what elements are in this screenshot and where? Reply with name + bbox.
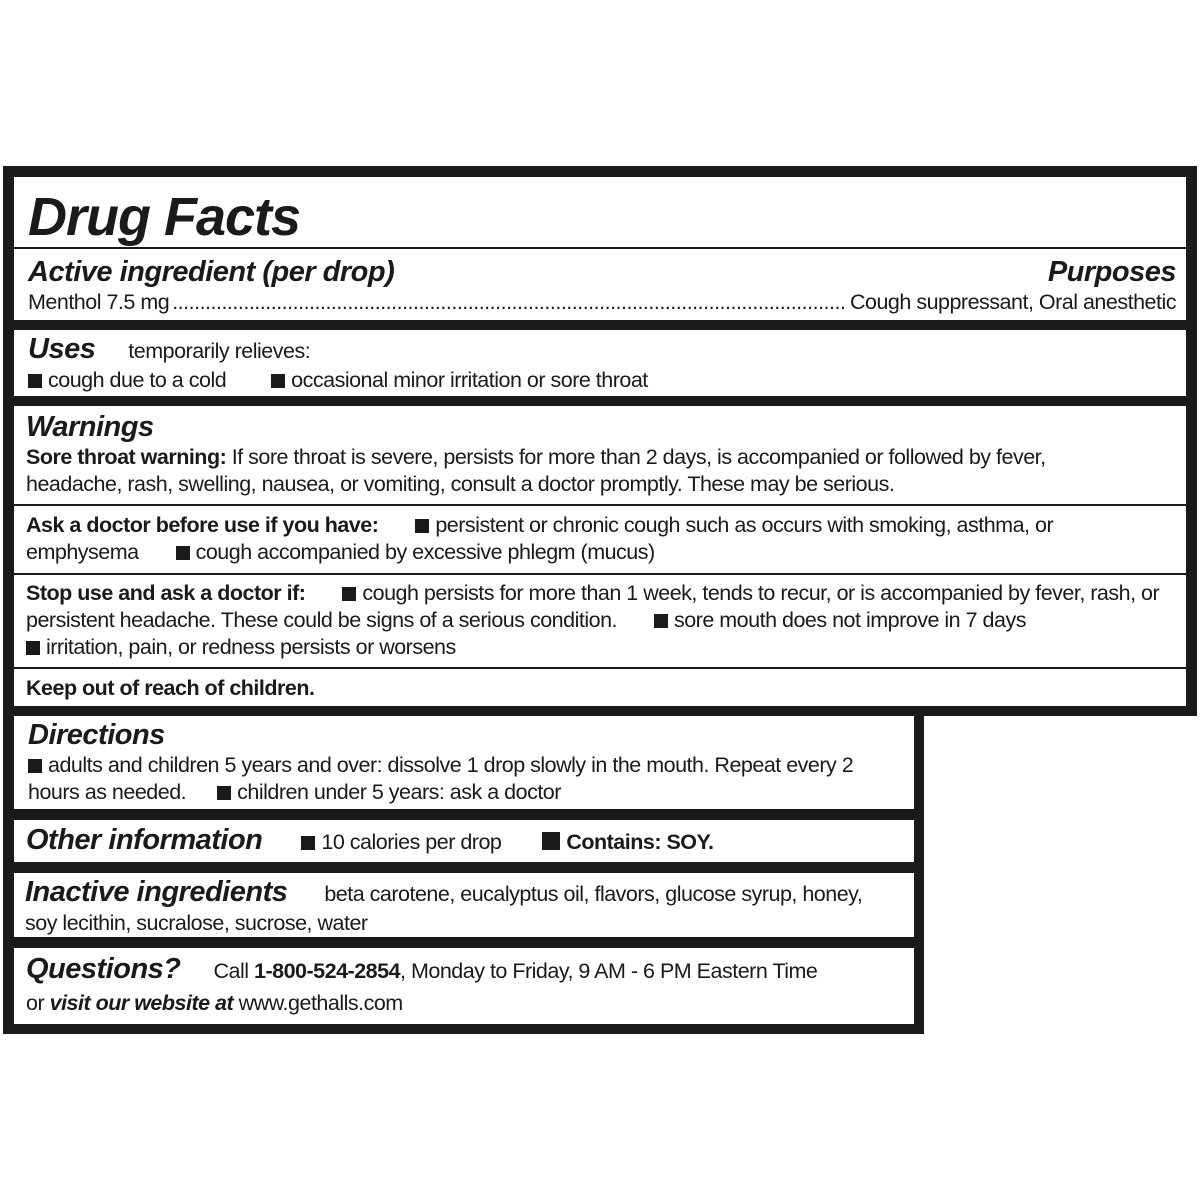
questions-heading: Questions? (26, 953, 181, 985)
questions-hours: , Monday to Friday, 9 AM - 6 PM Eastern Time (400, 959, 818, 983)
uses-heading: Uses (28, 333, 96, 365)
bullet-icon (28, 759, 42, 773)
drug-facts-header-box (14, 177, 1186, 320)
inactive-ingredients-heading: Inactive ingredients (25, 876, 288, 908)
stop-use-warning (26, 580, 1176, 661)
bullet-icon (415, 519, 429, 533)
bullet-icon (176, 546, 190, 560)
ask-doctor-label: Ask a doctor before use if you have: (26, 513, 379, 537)
bullet-icon (26, 641, 40, 655)
inactive-ingredients-list: beta carotene, eucalyptus oil, flavors, glucose syrup, honey, soy lecithin, sucralose, sucrose, water (25, 882, 863, 935)
stop-use-item: irritation, pain, or redness persists or worsens (46, 635, 456, 659)
warnings-divider (14, 573, 1186, 575)
questions-box (14, 948, 914, 1024)
questions-or: or (26, 991, 45, 1015)
uses-intro: temporarily relieves: (128, 339, 311, 363)
directions-item: children under 5 years: ask a doctor (237, 780, 561, 804)
uses-item: cough due to a cold (28, 368, 226, 392)
sore-throat-label: Sore throat warning: (26, 445, 227, 469)
dot-leader (172, 289, 847, 315)
visit-website-label: visit our website at (49, 991, 234, 1015)
bullet-icon (542, 832, 560, 850)
directions-text (28, 752, 898, 806)
bullet-icon (654, 614, 668, 628)
active-ingredient-name: Menthol 7.5 mg (28, 290, 170, 314)
bullet-icon (271, 374, 285, 388)
directions-item: adults and children 5 years and over: dissolve 1 drop slowly in the mouth. Repeat every 2 hours as needed. (28, 753, 854, 804)
questions-line-2 (26, 990, 403, 1017)
other-information-heading: Other information (26, 824, 263, 856)
active-ingredient-header-row (28, 257, 1176, 287)
stop-use-item: cough persists for more than 1 week, tends to recur, or is accompanied by fever, rash, or persistent headache. These could be signs of a serious condition. (26, 581, 1160, 632)
other-information-box (14, 820, 914, 862)
purposes-heading: Purposes (1047, 256, 1176, 288)
active-ingredient-heading: Active ingredient (per drop) (28, 256, 395, 288)
contains-soy: Contains: SOY. (566, 830, 714, 854)
warnings-divider (14, 667, 1186, 669)
ask-doctor-item: cough accompanied by excessive phlegm (mucus) (195, 540, 655, 564)
uses-box (14, 330, 1186, 396)
directions-heading: Directions (28, 719, 165, 751)
bullet-icon (342, 587, 356, 601)
inactive-ingredients-text (25, 877, 864, 937)
bullet-icon (301, 836, 315, 850)
inactive-ingredients-box (14, 873, 914, 937)
questions-line-1 (26, 954, 817, 985)
questions-call: Call (213, 959, 249, 983)
website-link[interactable]: www.gethalls.com (238, 991, 403, 1015)
warnings-heading: Warnings (26, 411, 154, 443)
uses-header-line (28, 334, 310, 365)
active-ingredient-row (28, 289, 1176, 315)
stop-use-label: Stop use and ask a doctor if: (26, 581, 306, 605)
sore-throat-warning (26, 444, 1136, 498)
title-divider (14, 247, 1186, 249)
directions-box (14, 716, 914, 809)
bullet-icon (28, 374, 42, 388)
ask-doctor-item: persistent or chronic cough such as occurs with smoking, asthma, or emphysema (26, 513, 1054, 564)
uses-items-line (28, 367, 648, 394)
drug-facts-title: Drug Facts (28, 187, 301, 247)
uses-item: occasional minor irritation or sore throat (271, 368, 648, 392)
ask-doctor-warning (26, 512, 1136, 566)
warnings-box (14, 406, 1186, 706)
sore-throat-text: If sore throat is severe, persists for more than 2 days, is accompanied or followed by fever, headache, rash, swelling, nausea, or vomiting, consult a doctor promptly. These may be serious. (26, 445, 1046, 496)
stop-use-item: sore mouth does not improve in 7 days (673, 608, 1026, 632)
keep-out-of-reach: Keep out of reach of children. (26, 676, 315, 700)
phone-number[interactable]: 1-800-524-2854 (254, 959, 401, 983)
calories-info: 10 calories per drop (321, 830, 502, 854)
other-information-line (26, 825, 713, 856)
bullet-icon (217, 786, 231, 800)
warnings-divider (14, 504, 1186, 506)
active-ingredient-purpose: Cough suppressant, Oral anesthetic (849, 290, 1176, 314)
